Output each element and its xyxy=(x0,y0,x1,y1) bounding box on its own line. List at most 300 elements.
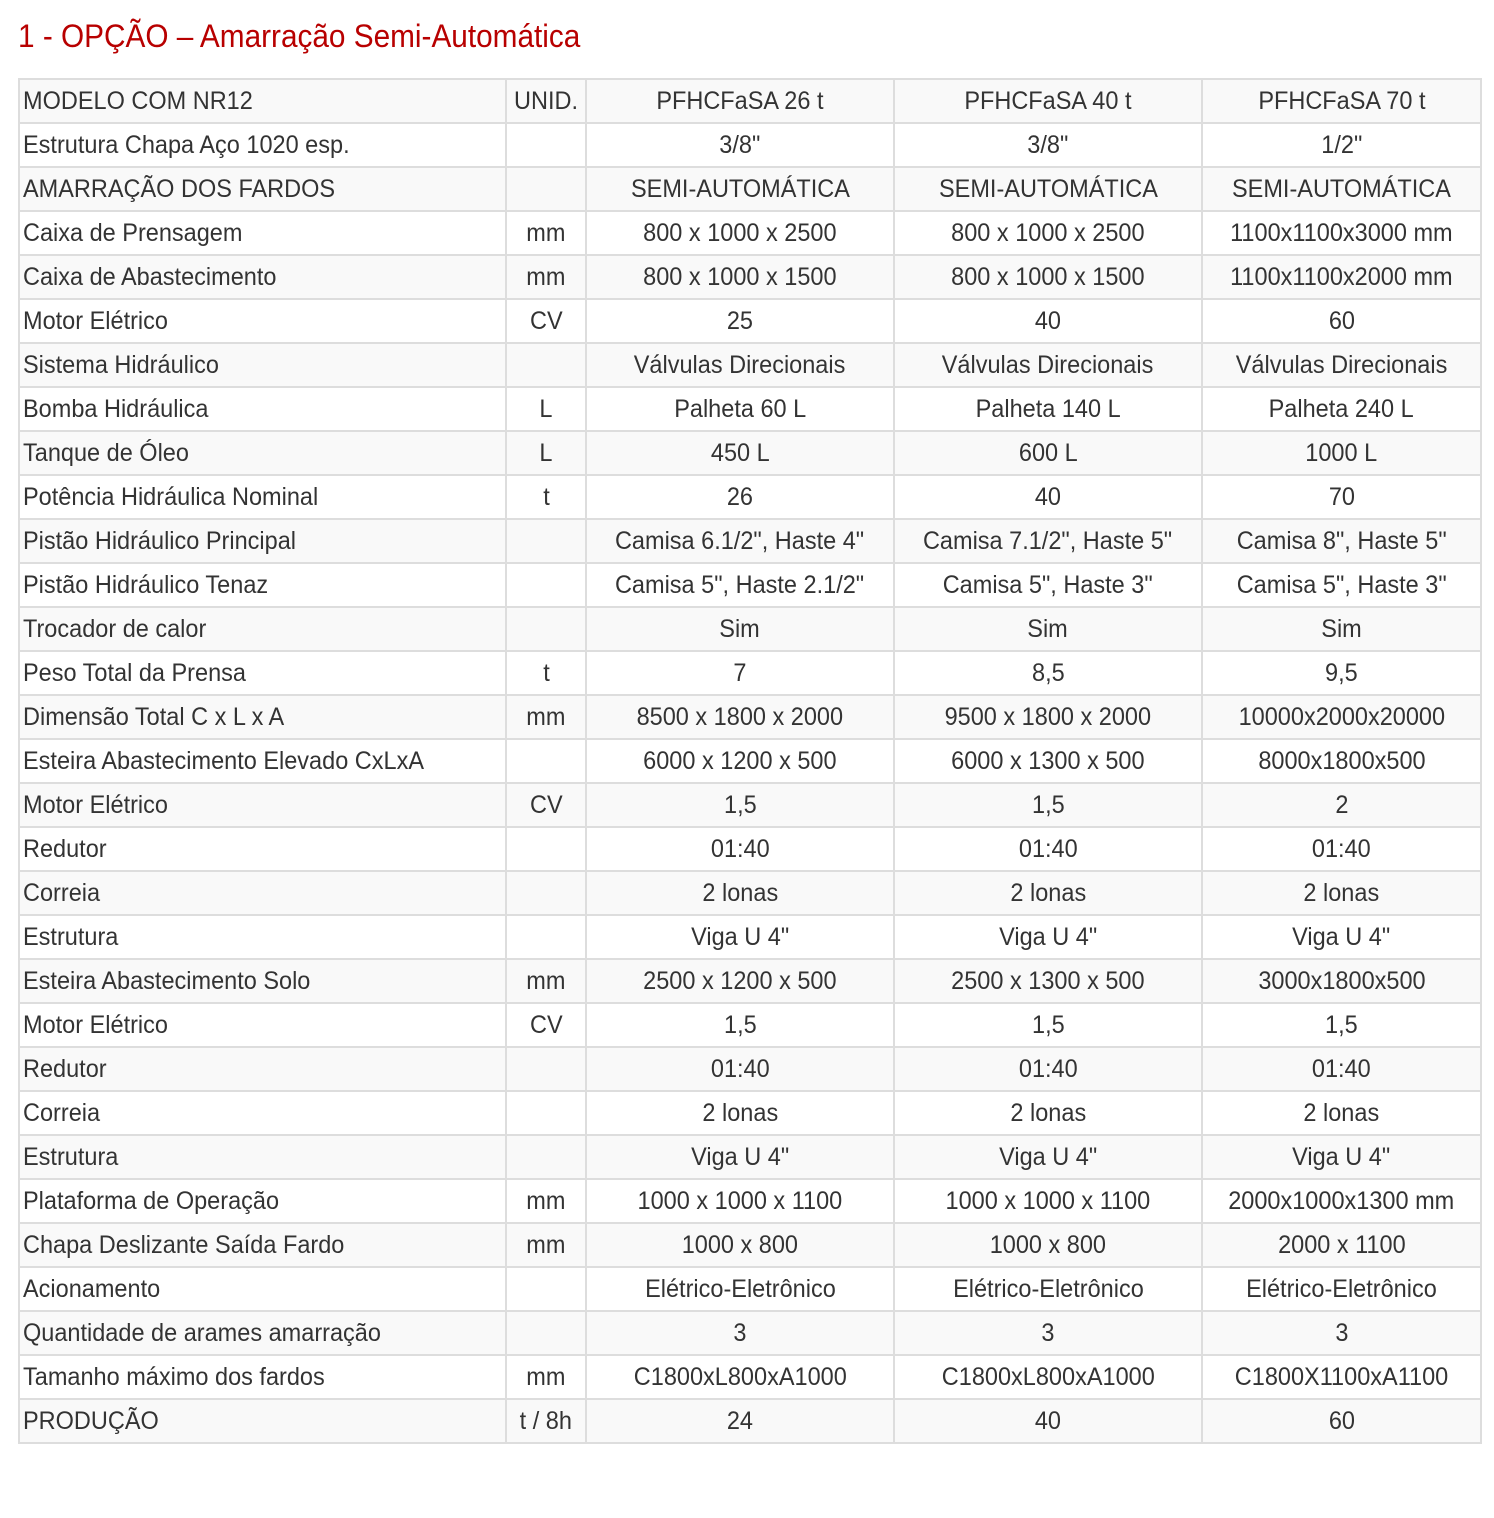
table-row xyxy=(19,1135,1481,1179)
row-value: 2 lonas xyxy=(1010,879,1086,907)
row-value: 1000 x 1000 x 1100 xyxy=(945,1187,1151,1215)
row-value: 60 xyxy=(1328,1407,1355,1435)
row-value: Viga U 4" xyxy=(690,923,790,951)
row-unit-cell xyxy=(506,871,586,915)
row-unit-cell xyxy=(506,915,586,959)
row-value-cell xyxy=(1202,695,1481,739)
row-label-cell xyxy=(19,519,506,563)
row-value: 1000 x 800 xyxy=(989,1231,1107,1259)
row-value-cell xyxy=(586,607,894,651)
row-label-cell xyxy=(19,431,506,475)
row-label-cell xyxy=(19,739,506,783)
row-value: 1,5 xyxy=(1031,791,1065,819)
row-value-cell xyxy=(1202,387,1481,431)
row-value: 40 xyxy=(1034,1407,1062,1435)
row-label-cell xyxy=(19,1003,506,1047)
row-value-cell xyxy=(1202,607,1481,651)
row-label-cell xyxy=(19,1179,506,1223)
row-value: Sim xyxy=(719,615,761,643)
row-value: 6000 x 1200 x 500 xyxy=(643,747,837,775)
row-value-cell xyxy=(894,1355,1202,1399)
row-value-cell xyxy=(586,1047,894,1091)
row-value-cell xyxy=(586,915,894,959)
table-row xyxy=(19,475,1481,519)
row-value: 1,5 xyxy=(723,791,757,819)
row-value: 1100x1100x2000 mm xyxy=(1230,263,1453,291)
row-unit-cell xyxy=(506,651,586,695)
row-label-cell xyxy=(19,1311,506,1355)
row-value: 1/2" xyxy=(1320,131,1363,159)
row-unit: t / 8h xyxy=(519,1407,573,1435)
row-value: 24 xyxy=(726,1407,754,1435)
row-value-cell xyxy=(894,651,1202,695)
row-value: Palheta 140 L xyxy=(975,395,1121,423)
row-value-cell xyxy=(586,299,894,343)
row-value-cell xyxy=(894,1223,1202,1267)
row-unit-cell xyxy=(506,1003,586,1047)
row-unit-cell xyxy=(506,519,586,563)
row-value: 2500 x 1300 x 500 xyxy=(951,967,1145,995)
row-value: 3 xyxy=(733,1319,747,1347)
row-label: Redutor xyxy=(23,835,107,863)
row-value-cell xyxy=(894,387,1202,431)
row-value-cell xyxy=(894,343,1202,387)
row-unit: CV xyxy=(529,791,563,819)
row-label: Pistão Hidráulico Principal xyxy=(23,527,296,555)
row-label-cell xyxy=(19,827,506,871)
row-value-cell xyxy=(586,431,894,475)
row-unit-cell xyxy=(506,695,586,739)
row-label-cell xyxy=(19,563,506,607)
row-value-cell xyxy=(1202,1179,1481,1223)
row-label: Chapa Deslizante Saída Fardo xyxy=(23,1231,345,1259)
row-label-cell xyxy=(19,783,506,827)
table-header-row xyxy=(19,79,1481,123)
row-label: Redutor xyxy=(23,1055,107,1083)
row-value-cell xyxy=(1202,1047,1481,1091)
row-label: Estrutura xyxy=(23,1143,119,1171)
row-value-cell xyxy=(586,387,894,431)
row-unit: mm xyxy=(526,967,566,995)
row-value-cell xyxy=(894,1179,1202,1223)
row-value: 26 xyxy=(726,483,754,511)
row-value: 3000x1800x500 xyxy=(1257,967,1426,995)
row-label: Tanque de Óleo xyxy=(23,439,189,467)
row-value-cell xyxy=(586,783,894,827)
table-row xyxy=(19,1003,1481,1047)
table-row xyxy=(19,695,1481,739)
row-value: Elétrico-Eletrônico xyxy=(952,1275,1144,1303)
row-value-cell xyxy=(894,607,1202,651)
header-model: PFHCFaSA 70 t xyxy=(1257,87,1426,115)
row-value: 01:40 xyxy=(710,835,770,863)
row-value-cell xyxy=(586,651,894,695)
row-value-cell xyxy=(894,1311,1202,1355)
row-value: 3 xyxy=(1041,1319,1055,1347)
row-value: 2 xyxy=(1334,791,1349,819)
row-label-cell xyxy=(19,255,506,299)
row-value-cell xyxy=(1202,1311,1481,1355)
row-value-cell xyxy=(894,1003,1202,1047)
row-value-cell xyxy=(894,167,1202,211)
row-value-cell xyxy=(1202,959,1481,1003)
table-row xyxy=(19,1179,1481,1223)
row-value: C1800X1100xA1100 xyxy=(1234,1363,1449,1391)
row-label: Esteira Abastecimento Solo xyxy=(23,967,311,995)
row-label: Dimensão Total C x L x A xyxy=(23,703,285,731)
row-value: Válvulas Direcionais xyxy=(942,351,1154,379)
row-value-cell xyxy=(894,871,1202,915)
row-value-cell xyxy=(894,211,1202,255)
row-value-cell xyxy=(586,1223,894,1267)
row-label-cell xyxy=(19,343,506,387)
row-value-cell xyxy=(894,783,1202,827)
row-value-cell xyxy=(586,1091,894,1135)
row-value: 1100x1100x3000 mm xyxy=(1230,219,1453,247)
row-unit-cell xyxy=(506,387,586,431)
row-value-cell xyxy=(894,475,1202,519)
row-label: Quantidade de arames amarração xyxy=(23,1319,381,1347)
row-label: Caixa de Abastecimento xyxy=(23,263,277,291)
row-label: Correia xyxy=(23,879,101,907)
row-label: Correia xyxy=(23,1099,101,1127)
row-value-cell xyxy=(586,343,894,387)
table-row xyxy=(19,1047,1481,1091)
row-value-cell xyxy=(1202,871,1481,915)
table-row xyxy=(19,1399,1481,1443)
row-value: Camisa 7.1/2", Haste 5" xyxy=(923,527,1173,555)
row-value: 25 xyxy=(726,307,754,335)
spec-table xyxy=(18,78,1482,1444)
row-value: Camisa 5", Haste 2.1/2" xyxy=(615,571,865,599)
table-row xyxy=(19,167,1481,211)
row-value: Sim xyxy=(1321,615,1362,643)
row-unit-cell xyxy=(506,783,586,827)
row-value-cell xyxy=(894,915,1202,959)
row-value-cell xyxy=(894,1047,1202,1091)
row-value: 8,5 xyxy=(1031,659,1065,687)
row-value-cell xyxy=(1202,739,1481,783)
row-value: Sim xyxy=(1027,615,1069,643)
table-row xyxy=(19,563,1481,607)
row-unit: L xyxy=(539,395,553,423)
row-label-cell xyxy=(19,167,506,211)
row-unit-cell xyxy=(506,211,586,255)
row-unit: CV xyxy=(529,1011,563,1039)
row-label: Estrutura xyxy=(23,923,119,951)
row-value-cell xyxy=(1202,1003,1481,1047)
row-value-cell xyxy=(894,1399,1202,1443)
row-unit-cell xyxy=(506,827,586,871)
row-unit: mm xyxy=(526,703,566,731)
row-value: 10000x2000x20000 xyxy=(1238,703,1445,731)
table-row xyxy=(19,255,1481,299)
row-value: Válvulas Direcionais xyxy=(634,351,846,379)
row-value-cell xyxy=(1202,519,1481,563)
header-model: PFHCFaSA 26 t xyxy=(656,87,824,115)
header-model-cell xyxy=(586,79,894,123)
row-value: 800 x 1000 x 2500 xyxy=(643,219,837,247)
row-value-cell xyxy=(894,1091,1202,1135)
row-value-cell xyxy=(586,827,894,871)
row-value: Elétrico-Eletrônico xyxy=(1246,1275,1437,1303)
row-label-cell xyxy=(19,871,506,915)
row-unit-cell xyxy=(506,1399,586,1443)
row-label-cell xyxy=(19,959,506,1003)
row-unit: mm xyxy=(526,263,566,291)
row-label-cell xyxy=(19,607,506,651)
row-label-cell xyxy=(19,1135,506,1179)
row-value: Palheta 60 L xyxy=(674,395,806,423)
row-value: 1,5 xyxy=(1325,1011,1358,1039)
row-value: Viga U 4" xyxy=(998,923,1098,951)
row-unit-cell xyxy=(506,1311,586,1355)
row-label: Motor Elétrico xyxy=(23,307,168,335)
row-label-cell xyxy=(19,1047,506,1091)
row-unit: mm xyxy=(526,1187,566,1215)
table-row xyxy=(19,211,1481,255)
row-value: Viga U 4" xyxy=(690,1143,790,1171)
row-value-cell xyxy=(894,563,1202,607)
row-value-cell xyxy=(1202,651,1481,695)
row-value-cell xyxy=(586,695,894,739)
row-label: PRODUÇÃO xyxy=(23,1407,159,1435)
row-value: Camisa 5", Haste 3" xyxy=(1236,571,1447,599)
row-value-cell xyxy=(1202,1267,1481,1311)
row-value: 2000x1000x1300 mm xyxy=(1228,1187,1455,1215)
row-value-cell xyxy=(1202,299,1481,343)
row-label: Peso Total da Prensa xyxy=(23,659,246,687)
row-unit-cell xyxy=(506,431,586,475)
row-label-cell xyxy=(19,695,506,739)
header-label: MODELO COM NR12 xyxy=(23,87,253,115)
row-value: 01:40 xyxy=(1312,835,1371,863)
row-value-cell xyxy=(894,431,1202,475)
row-label-cell xyxy=(19,299,506,343)
table-row xyxy=(19,651,1481,695)
row-value: 01:40 xyxy=(1018,835,1078,863)
row-value: 450 L xyxy=(710,439,770,467)
row-value-cell xyxy=(894,299,1202,343)
row-value-cell xyxy=(586,871,894,915)
row-label: Potência Hidráulica Nominal xyxy=(23,483,319,511)
row-value-cell xyxy=(894,123,1202,167)
row-unit-cell xyxy=(506,255,586,299)
row-value-cell xyxy=(586,1135,894,1179)
row-value: Viga U 4" xyxy=(1292,923,1391,951)
row-value-cell xyxy=(1202,1399,1481,1443)
row-value: 2500 x 1200 x 500 xyxy=(643,967,837,995)
row-label: Estrutura Chapa Aço 1020 esp. xyxy=(23,131,350,159)
table-row xyxy=(19,123,1481,167)
row-value-cell xyxy=(586,1399,894,1443)
table-row xyxy=(19,431,1481,475)
row-unit: mm xyxy=(526,1363,566,1391)
row-value-cell xyxy=(1202,123,1481,167)
row-value-cell xyxy=(586,211,894,255)
row-label-cell xyxy=(19,1399,506,1443)
row-value: 1,5 xyxy=(1031,1011,1065,1039)
row-value: Camisa 6.1/2", Haste 4" xyxy=(615,527,865,555)
row-value: 2000 x 1100 xyxy=(1277,1231,1406,1259)
row-value-cell xyxy=(894,255,1202,299)
header-unit-cell xyxy=(506,79,586,123)
row-value: 8500 x 1800 x 2000 xyxy=(636,703,844,731)
row-unit-cell xyxy=(506,1267,586,1311)
row-value: 1,5 xyxy=(723,1011,757,1039)
row-value: C1800xL800xA1000 xyxy=(941,1363,1155,1391)
table-row xyxy=(19,1311,1481,1355)
header-model-cell xyxy=(1202,79,1481,123)
header-model: PFHCFaSA 40 t xyxy=(964,87,1132,115)
row-value: 70 xyxy=(1328,483,1355,511)
row-value: 40 xyxy=(1034,483,1062,511)
row-value-cell xyxy=(586,167,894,211)
row-value-cell xyxy=(1202,563,1481,607)
row-label-cell xyxy=(19,651,506,695)
row-label-cell xyxy=(19,915,506,959)
row-value: SEMI-AUTOMÁTICA xyxy=(630,175,850,203)
row-value: Palheta 240 L xyxy=(1268,395,1415,423)
row-unit-cell xyxy=(506,607,586,651)
row-unit: CV xyxy=(529,307,563,335)
row-value: 2 lonas xyxy=(1303,879,1380,907)
header-label-cell xyxy=(19,79,506,123)
row-unit: t xyxy=(542,483,550,511)
row-value-cell xyxy=(894,739,1202,783)
row-value: Viga U 4" xyxy=(998,1143,1098,1171)
row-value-cell xyxy=(586,959,894,1003)
row-value: Válvulas Direcionais xyxy=(1235,351,1448,379)
table-row xyxy=(19,607,1481,651)
row-label: Motor Elétrico xyxy=(23,1011,168,1039)
row-value: SEMI-AUTOMÁTICA xyxy=(938,175,1158,203)
row-value-cell xyxy=(1202,1091,1481,1135)
row-value-cell xyxy=(586,1355,894,1399)
table-row xyxy=(19,299,1481,343)
row-value-cell xyxy=(894,1135,1202,1179)
row-value: 2 lonas xyxy=(1303,1099,1380,1127)
row-value-cell xyxy=(1202,255,1481,299)
row-label: Esteira Abastecimento Elevado CxLxA xyxy=(23,747,425,775)
row-value-cell xyxy=(586,519,894,563)
row-value: 9500 x 1800 x 2000 xyxy=(944,703,1152,731)
row-unit-cell xyxy=(506,343,586,387)
row-value: 2 lonas xyxy=(702,879,778,907)
row-value-cell xyxy=(1202,915,1481,959)
table-row xyxy=(19,1355,1481,1399)
row-value-cell xyxy=(894,695,1202,739)
row-value: 800 x 1000 x 1500 xyxy=(951,263,1145,291)
row-unit-cell xyxy=(506,475,586,519)
row-value: Viga U 4" xyxy=(1292,1143,1391,1171)
table-row xyxy=(19,343,1481,387)
row-label-cell xyxy=(19,387,506,431)
row-value-cell xyxy=(1202,343,1481,387)
row-value-cell xyxy=(1202,1355,1481,1399)
row-value: 800 x 1000 x 1500 xyxy=(643,263,837,291)
row-value: 3/8" xyxy=(719,131,761,159)
row-value: 01:40 xyxy=(710,1055,770,1083)
row-unit-cell xyxy=(506,959,586,1003)
row-value: C1800xL800xA1000 xyxy=(633,1363,847,1391)
row-label-cell xyxy=(19,1091,506,1135)
page-title: 1 - OPÇÃO – Amarração Semi-Automática xyxy=(18,18,581,54)
table-row xyxy=(19,1267,1481,1311)
row-value: 6000 x 1300 x 500 xyxy=(951,747,1145,775)
row-label: Pistão Hidráulico Tenaz xyxy=(23,571,269,599)
row-value-cell xyxy=(894,1267,1202,1311)
row-value: 2 lonas xyxy=(1010,1099,1086,1127)
row-unit: t xyxy=(542,659,550,687)
row-value-cell xyxy=(1202,827,1481,871)
row-value: 7 xyxy=(733,659,747,687)
row-value-cell xyxy=(1202,783,1481,827)
row-value-cell xyxy=(586,123,894,167)
row-value-cell xyxy=(1202,167,1481,211)
row-value: 01:40 xyxy=(1312,1055,1371,1083)
row-unit-cell xyxy=(506,167,586,211)
row-value-cell xyxy=(1202,1135,1481,1179)
row-unit: L xyxy=(539,439,553,467)
row-label-cell xyxy=(19,1223,506,1267)
row-value: SEMI-AUTOMÁTICA xyxy=(1232,175,1451,203)
row-value-cell xyxy=(1202,431,1481,475)
table-row xyxy=(19,959,1481,1003)
table-row xyxy=(19,387,1481,431)
table-row xyxy=(19,871,1481,915)
header-model-cell xyxy=(894,79,1202,123)
table-row xyxy=(19,827,1481,871)
row-value: 1000 L xyxy=(1305,439,1378,467)
row-unit: mm xyxy=(526,1231,566,1259)
row-label-cell xyxy=(19,211,506,255)
row-unit-cell xyxy=(506,563,586,607)
header-unit: UNID. xyxy=(514,87,578,115)
row-value: 3 xyxy=(1334,1319,1349,1347)
row-value-cell xyxy=(1202,1223,1481,1267)
row-label: Trocador de calor xyxy=(23,615,207,643)
row-value-cell xyxy=(586,1311,894,1355)
row-value-cell xyxy=(894,827,1202,871)
row-value-cell xyxy=(586,1003,894,1047)
row-value-cell xyxy=(586,1267,894,1311)
row-value: Camisa 5", Haste 3" xyxy=(942,571,1153,599)
row-label-cell xyxy=(19,475,506,519)
row-unit-cell xyxy=(506,1135,586,1179)
row-label: AMARRAÇÃO DOS FARDOS xyxy=(23,175,336,203)
row-value: 600 L xyxy=(1018,439,1078,467)
row-value: 1000 x 1000 x 1100 xyxy=(637,1187,843,1215)
row-value: 3/8" xyxy=(1027,131,1069,159)
table-row xyxy=(19,739,1481,783)
row-unit-cell xyxy=(506,1179,586,1223)
row-value: 2 lonas xyxy=(702,1099,778,1127)
row-value-cell xyxy=(894,959,1202,1003)
row-value-cell xyxy=(894,519,1202,563)
table-row xyxy=(19,1091,1481,1135)
table-row xyxy=(19,519,1481,563)
row-unit: mm xyxy=(526,219,566,247)
row-label-cell xyxy=(19,123,506,167)
row-label: Plataforma de Operação xyxy=(23,1187,280,1215)
row-label-cell xyxy=(19,1267,506,1311)
row-value-cell xyxy=(586,1179,894,1223)
row-label: Tamanho máximo dos fardos xyxy=(23,1363,325,1391)
row-label: Bomba Hidráulica xyxy=(23,395,209,423)
row-label: Acionamento xyxy=(23,1275,161,1303)
row-value: Elétrico-Eletrônico xyxy=(644,1275,836,1303)
